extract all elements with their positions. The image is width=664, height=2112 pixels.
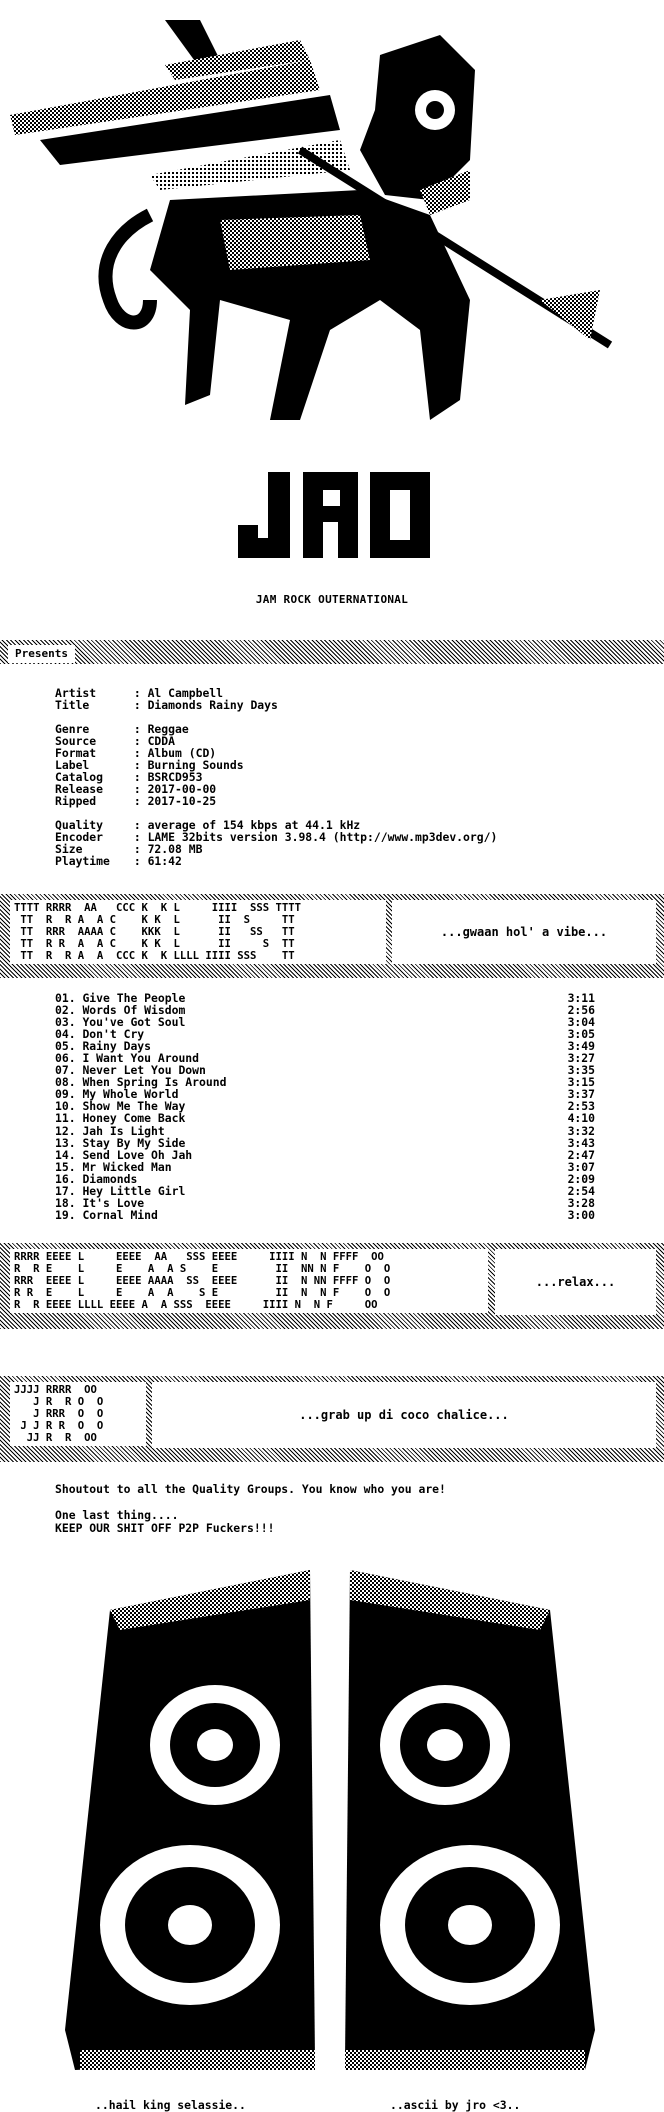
track-title: Never Let You Down bbox=[82, 1063, 206, 1078]
info-key: Encoder bbox=[55, 830, 104, 844]
info-key: Genre bbox=[55, 722, 90, 736]
track-time: 3:07 bbox=[567, 1159, 595, 1174]
track-title: Show Me The Way bbox=[82, 1099, 186, 1114]
release-info-header bbox=[0, 1243, 664, 1329]
track-number: 11. bbox=[55, 1111, 76, 1126]
track-title: Honey Come Back bbox=[82, 1111, 186, 1126]
info-row bbox=[55, 735, 497, 747]
info-separator: : bbox=[127, 854, 148, 868]
track-title: Don't Cry bbox=[82, 1027, 145, 1042]
info-key: Artist bbox=[55, 686, 97, 700]
info-value: Al Campbell bbox=[147, 686, 224, 700]
track-time: 3:28 bbox=[567, 1195, 595, 1210]
shoutout-text bbox=[55, 1483, 446, 1535]
track-title: Words Of Wisdom bbox=[82, 1003, 186, 1018]
presents-tab: Presents bbox=[8, 645, 75, 663]
track-number: 04. bbox=[55, 1027, 76, 1042]
track-list bbox=[55, 992, 595, 1221]
track-left bbox=[55, 1209, 158, 1221]
track-title: I Want You Around bbox=[82, 1051, 200, 1066]
info-value: 61:42 bbox=[147, 854, 182, 868]
track-time: 3:15 bbox=[567, 1075, 595, 1090]
jro-logo bbox=[230, 470, 440, 575]
info-row bbox=[55, 831, 497, 843]
info-separator: : bbox=[127, 770, 148, 784]
track-title: Mr Wicked Man bbox=[82, 1159, 172, 1174]
info-row bbox=[55, 783, 497, 795]
info-separator: : bbox=[127, 734, 148, 748]
info-key: Format bbox=[55, 746, 97, 760]
track-number: 16. bbox=[55, 1171, 76, 1186]
info-value: Diamonds Rainy Days bbox=[147, 698, 278, 712]
track-number: 14. bbox=[55, 1147, 76, 1162]
info-value: LAME 32bits version 3.98.4 (http://www.mp3dev.org/) bbox=[147, 830, 498, 844]
track-time: 3:37 bbox=[567, 1087, 595, 1102]
track-time: 2:09 bbox=[567, 1171, 595, 1186]
tracklist-header bbox=[0, 894, 664, 978]
info-row bbox=[55, 843, 497, 855]
track-number: 12. bbox=[55, 1123, 76, 1138]
info-value: average of 154 kbps at 44.1 kHz bbox=[147, 818, 361, 832]
info-value: BSRCD953 bbox=[147, 770, 203, 784]
track-number: 08. bbox=[55, 1075, 76, 1090]
info-separator: : bbox=[127, 794, 148, 808]
track-time: 2:56 bbox=[567, 1003, 595, 1018]
info-row bbox=[55, 771, 497, 783]
info-key: Quality bbox=[55, 818, 104, 832]
caption-right: ..ascii by jro <3.. bbox=[390, 2098, 521, 2112]
info-key: Ripped bbox=[55, 794, 97, 808]
info-separator: : bbox=[127, 830, 148, 844]
track-row bbox=[55, 1209, 595, 1221]
info-separator: : bbox=[127, 686, 148, 700]
info-row bbox=[55, 759, 497, 771]
info-value: Album (CD) bbox=[147, 746, 217, 760]
info-value: 72.08 MB bbox=[147, 842, 203, 856]
tracklist-ascii: TTTT RRRR AA CCC K K L IIII SSS TTTT TT R R A A C K K L II S TT TT RRR AAAA C KKK L II SS TT TT R R A A C K K L II S TT TT R R A A CCC K K LLLL IIII SSS TT bbox=[10, 900, 386, 964]
release-info-ascii: RRRR EEEE L EEEE AA SSS EEEE IIII N N FFFF OO R R E L E A A S E II NN N F O O RRR EEEE L EEEE AAAA SS EEEE II N NN FFFF O O R R E L E A A S E II N N F O O R R EEEE LLLL EEEE A A SSS EEEE IIII N N F OO bbox=[10, 1249, 488, 1313]
track-number: 10. bbox=[55, 1099, 76, 1114]
track-time: 3:27 bbox=[567, 1051, 595, 1066]
jro-header bbox=[0, 1376, 664, 1462]
track-number: 19. bbox=[55, 1207, 76, 1222]
track-number: 15. bbox=[55, 1159, 76, 1174]
tracklist-message: ...gwaan hol' a vibe... bbox=[392, 900, 656, 964]
info-separator: : bbox=[127, 782, 148, 796]
info-row bbox=[55, 711, 497, 723]
track-time: 3:11 bbox=[567, 991, 595, 1005]
speakers-ascii-art bbox=[60, 1570, 600, 2095]
track-title: Jah Is Light bbox=[82, 1123, 165, 1138]
track-title: My Whole World bbox=[82, 1087, 179, 1102]
info-key: Label bbox=[55, 758, 90, 772]
info-key: Playtime bbox=[55, 854, 110, 868]
release-info bbox=[55, 687, 497, 867]
info-row bbox=[55, 855, 497, 867]
info-value: Burning Sounds bbox=[147, 758, 244, 772]
track-number: 01. bbox=[55, 991, 76, 1005]
track-number: 03. bbox=[55, 1015, 76, 1030]
track-number: 02. bbox=[55, 1003, 76, 1018]
p2p-line: KEEP OUR SHIT OFF P2P Fuckers!!! bbox=[55, 1521, 275, 1535]
track-title: It's Love bbox=[82, 1195, 145, 1210]
track-time: 3:32 bbox=[567, 1123, 595, 1138]
info-row bbox=[55, 795, 497, 807]
shoutout-line: Shoutout to all the Quality Groups. You know who you are! bbox=[55, 1482, 446, 1496]
track-time: 2:47 bbox=[567, 1147, 595, 1162]
track-title: Stay By My Side bbox=[82, 1135, 186, 1150]
track-time: 2:54 bbox=[567, 1183, 595, 1198]
track-time: 3:00 bbox=[567, 1207, 595, 1222]
track-time: 3:35 bbox=[567, 1063, 595, 1078]
release-info-message: ...relax... bbox=[495, 1249, 656, 1315]
info-value: CDDA bbox=[147, 734, 176, 748]
info-key: Source bbox=[55, 734, 97, 748]
track-title: Send Love Oh Jah bbox=[82, 1147, 193, 1162]
info-key: Size bbox=[55, 842, 83, 856]
info-row bbox=[55, 699, 497, 711]
info-row bbox=[55, 723, 497, 735]
track-title: Diamonds bbox=[82, 1171, 138, 1186]
track-title: When Spring Is Around bbox=[82, 1075, 227, 1090]
track-title: Cornal Mind bbox=[82, 1207, 158, 1222]
lion-ascii-art bbox=[0, 0, 664, 440]
track-number: 13. bbox=[55, 1135, 76, 1150]
track-number: 06. bbox=[55, 1051, 76, 1066]
info-separator: : bbox=[127, 758, 148, 772]
info-separator: : bbox=[127, 698, 148, 712]
last-thing-line: One last thing.... bbox=[55, 1508, 179, 1522]
info-key: Release bbox=[55, 782, 104, 796]
info-value: 2017-00-00 bbox=[147, 782, 217, 796]
info-separator: : bbox=[127, 842, 148, 856]
info-value: 2017-10-25 bbox=[147, 794, 217, 808]
track-time: 3:04 bbox=[567, 1015, 595, 1030]
track-title: Give The People bbox=[82, 991, 186, 1005]
info-separator: : bbox=[127, 746, 148, 760]
tagline: JAM ROCK OUTERNATIONAL bbox=[255, 593, 409, 606]
track-time: 3:05 bbox=[567, 1027, 595, 1042]
track-time: 3:49 bbox=[567, 1039, 595, 1054]
info-value: Reggae bbox=[147, 722, 189, 736]
info-row bbox=[55, 747, 497, 759]
track-time: 2:53 bbox=[567, 1099, 595, 1114]
info-key: Catalog bbox=[55, 770, 104, 784]
track-title: You've Got Soul bbox=[82, 1015, 186, 1030]
track-time: 3:43 bbox=[567, 1135, 595, 1150]
info-separator: : bbox=[127, 818, 148, 832]
track-number: 05. bbox=[55, 1039, 76, 1054]
track-time: 4:10 bbox=[567, 1111, 595, 1126]
track-number: 17. bbox=[55, 1183, 76, 1198]
jro-message: ...grab up di coco chalice... bbox=[152, 1382, 656, 1448]
track-number: 07. bbox=[55, 1063, 76, 1078]
caption-left: ..hail king selassie.. bbox=[95, 2098, 246, 2112]
info-key: Title bbox=[55, 698, 90, 712]
presents-bar bbox=[0, 640, 664, 664]
track-number: 18. bbox=[55, 1195, 76, 1210]
track-number: 09. bbox=[55, 1087, 76, 1102]
track-title: Rainy Days bbox=[82, 1039, 152, 1054]
info-separator: : bbox=[127, 722, 148, 736]
jro-ascii: JJJJ RRRR OO J R R O O J RRR O O J J R R O O JJ R R OO bbox=[10, 1382, 146, 1446]
track-title: Hey Little Girl bbox=[82, 1183, 186, 1198]
